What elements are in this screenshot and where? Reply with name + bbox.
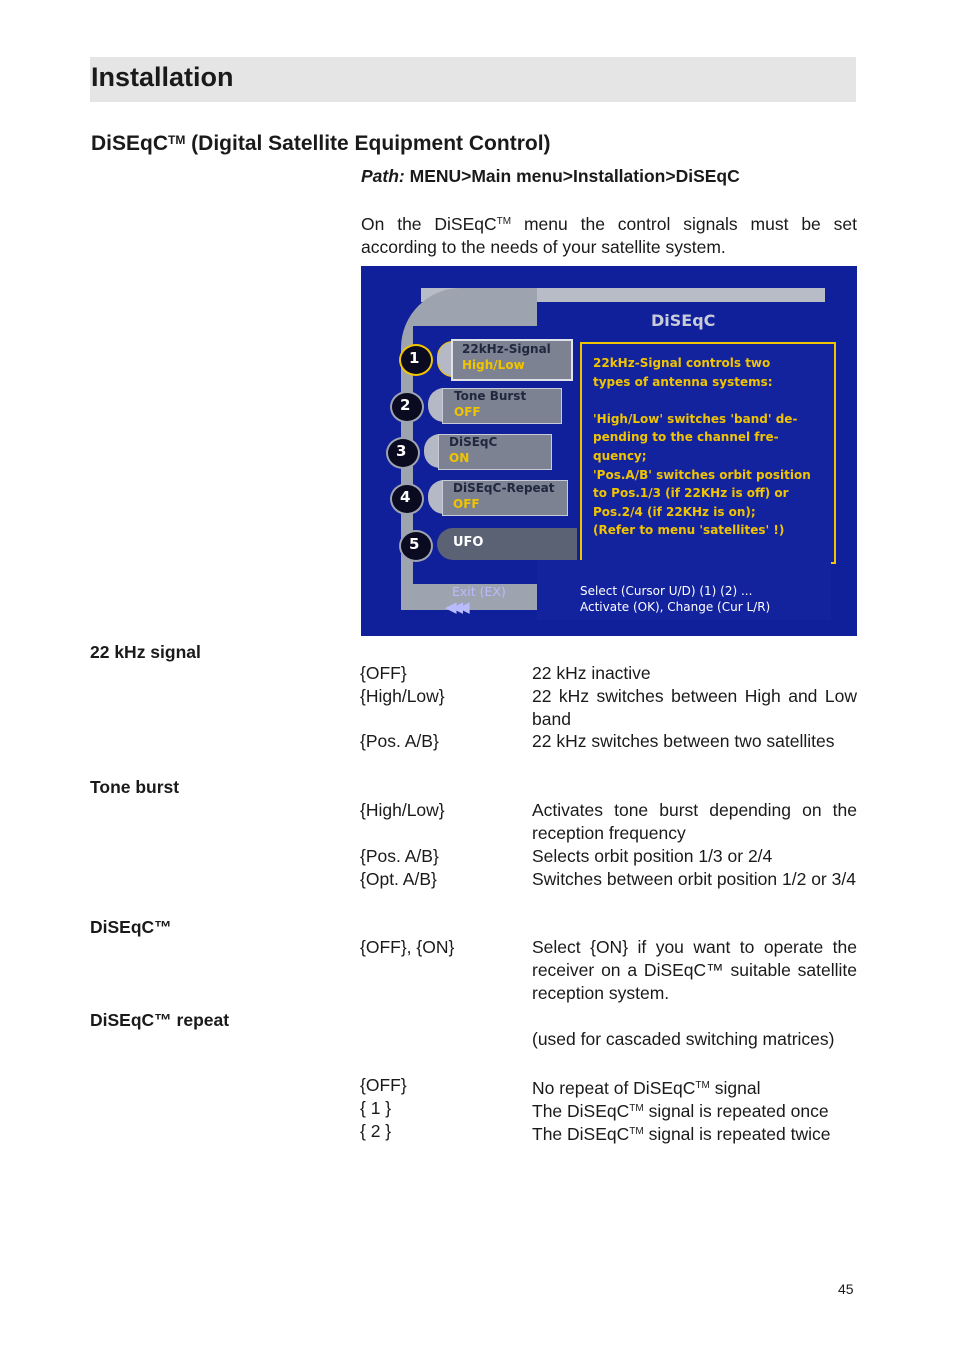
desc-off-on: Select {ON} if you want to operate the receiver on a DiSEqC™ suitable satellite reception system. [532, 937, 857, 1003]
section-title: DiSEqC™ (Digital Satellite Equipment Control) [91, 132, 551, 155]
option-high-low: {High/Low} [360, 800, 445, 820]
label-22khz-signal: 22 kHz signal [90, 642, 201, 662]
page-title: Installation [91, 62, 234, 92]
page-number: 45 [838, 1281, 854, 1297]
desc-no-repeat: No repeat of DiSEqC™ signal [532, 1078, 761, 1098]
rewind-icon: ◀◀◀ [445, 598, 465, 616]
desc-repeat-twice: The DiSEqC™ signal is repeated twice [532, 1124, 831, 1144]
option-opt-ab: {Opt. A/B} [360, 869, 437, 889]
option-off-on: {OFF}, {ON} [360, 937, 455, 957]
desc-repeat-once: The DiSEqC™ signal is repeated once [532, 1101, 829, 1121]
diseqc-menu-screenshot: DiSEqC 22kHz-Signal controls two types of antenna systems: 'High/Low' switches 'band' de- pending to the channel fre- quency; 'Pos.A/B' switches orbit position to Pos.1/3 (if 22KHz is off) or Pos.2/4 (if 22KHz is on); (Refer to menu 'satellites' !) 1 22kHz-Signal High/Low 2 Tone Burst OFF 3 DiSEqC ON 4 DiSEqC-Repeat OFF 5 UFO Exit (EX) ◀◀◀ Select (Cursor U/D) (1) (2) ... Activate (OK), Change (Cur L/R) [361, 266, 857, 636]
desc-opt-ab: Switches between orbit position 1/2 or 3/4 [532, 869, 856, 889]
menu-path: Path: MENU>Main menu>Installation>DiSEqC [361, 166, 740, 186]
option-1: { 1 } [360, 1098, 392, 1118]
desc-high-low: Activates tone burst depending on the reception frequency [532, 800, 857, 843]
screen-title: DiSEqC [651, 311, 716, 330]
label-tone-burst: Tone burst [90, 777, 180, 797]
label-diseqc: DiSEqC™ [90, 917, 172, 937]
hint-line-1: Select (Cursor U/D) (1) (2) ... [580, 584, 753, 598]
info-text: 22kHz-Signal controls two types of antenna systems: 'High/Low' switches 'band' de- pending to the channel fre- quency; 'Pos.A/B' switches orbit position to Pos.1/3 (if 22KHz is off) or Pos.2/4 (if 22KHz is on); (Refer to menu 'satellites' !) [593, 356, 811, 538]
desc-pos-ab: Selects orbit position 1/3 or 2/4 [532, 846, 773, 866]
option-high-low: {High/Low} [360, 686, 445, 706]
repeat-note: (used for cascaded switching matrices) [532, 1029, 835, 1049]
option-off: {OFF} [360, 1075, 407, 1095]
label-diseqc-repeat: DiSEqC™ repeat [90, 1010, 230, 1030]
desc-off: 22 kHz inactive [532, 663, 651, 683]
intro-paragraph: On the DiSEqC™ menu the control signals must be set according to the needs of your satellite system. [361, 214, 858, 257]
desc-pos-ab: 22 kHz switches between two satellites [532, 731, 835, 751]
hint-line-2: Activate (OK), Change (Cur L/R) [580, 600, 771, 614]
option-2: { 2 } [360, 1121, 392, 1141]
option-pos-ab: {Pos. A/B} [360, 731, 439, 751]
exit-button[interactable]: Exit (EX) [452, 584, 506, 599]
option-pos-ab: {Pos. A/B} [360, 846, 439, 866]
desc-high-low: 22 kHz switches between High and Low band [532, 686, 857, 729]
option-off: {OFF} [360, 663, 407, 683]
